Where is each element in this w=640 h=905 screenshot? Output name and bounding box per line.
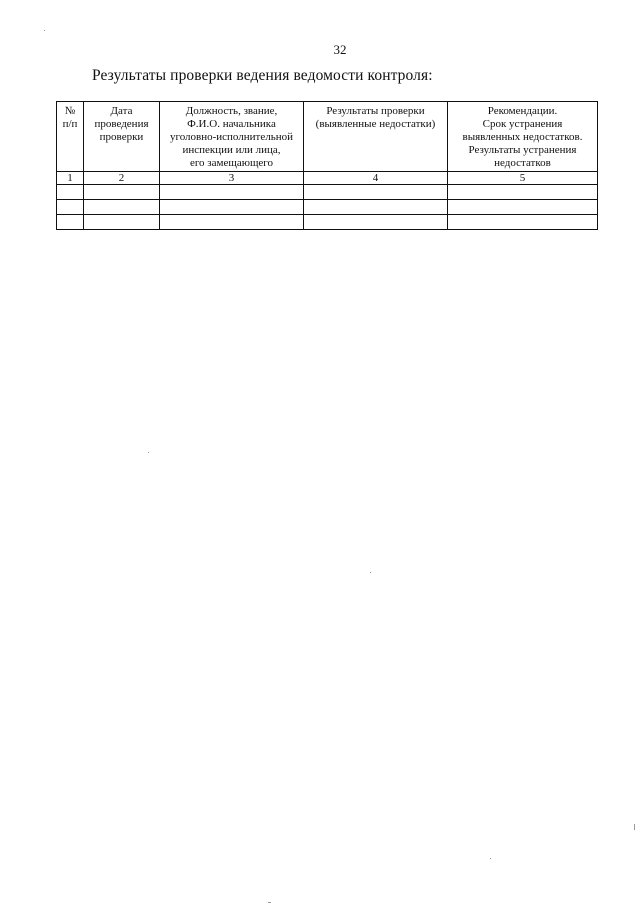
column-number-5: 5: [448, 172, 598, 185]
page-number: 32: [333, 42, 347, 57]
table-cell: [304, 185, 448, 200]
scan-speck: [268, 902, 271, 903]
control-check-table: [56, 101, 598, 230]
column-number-2: 2: [84, 172, 160, 185]
table-cell: [57, 185, 84, 200]
header-inspector: Должность, звание, Ф.И.О. начальника уголовно-исполнительной инспекции или лица, его замещающего: [160, 102, 304, 172]
document-title: Результаты проверки ведения ведомости контроля:: [92, 67, 433, 84]
column-number-4: 4: [304, 172, 448, 185]
table-cell: [84, 215, 160, 230]
table-header-row: [57, 102, 598, 172]
table-row: [57, 185, 598, 200]
scan-speck: [490, 858, 491, 859]
table-cell: [448, 200, 598, 215]
table-cell: [57, 200, 84, 215]
scan-speck: [634, 824, 635, 830]
table-cell: [160, 200, 304, 215]
column-number-row: [57, 172, 598, 185]
table-cell: [448, 185, 598, 200]
header-row-number: № п/п: [57, 102, 84, 172]
table-cell: [57, 215, 84, 230]
table-row: [57, 215, 598, 230]
table-cell: [160, 185, 304, 200]
scan-speck: [44, 30, 45, 31]
table-cell: [304, 215, 448, 230]
header-check-date: Дата проведения проверки: [84, 102, 160, 172]
table-cell: [160, 215, 304, 230]
column-number-1: 1: [57, 172, 84, 185]
column-number-3: 3: [160, 172, 304, 185]
table-cell: [304, 200, 448, 215]
scan-speck: [148, 452, 149, 453]
table-cell: [84, 200, 160, 215]
header-recommendations: Рекомендации. Срок устранения выявленных недостатков. Результаты устранения недостатков: [448, 102, 598, 172]
scan-speck: [370, 572, 371, 573]
table-cell: [84, 185, 160, 200]
table-cell: [448, 215, 598, 230]
header-check-results: Результаты проверки (выявленные недостатки): [304, 102, 448, 172]
table-row: [57, 200, 598, 215]
